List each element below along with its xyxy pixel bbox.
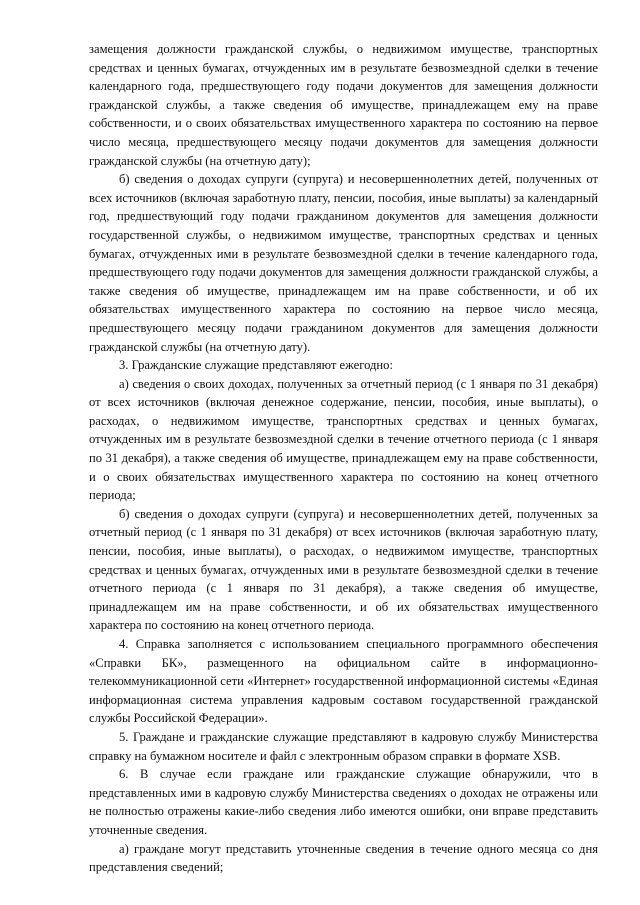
paragraph-3b-spouse-income: б) сведения о доходах супруги (супруга) и несовершеннолетних детей, полученных за отчетный период (с 1 января по 31 декабря) от всех источников (включая заработную плату, пенсии, пособия, иные выплаты), о расходах, о недвижимом имуществе, транспортных средствах и ценных бумагах, отчужденных ими в результате безвозмездной сделки в течение отчетного периода (с 1 января по 31 декабря), а также сведения об имуществе, принадлежащем им на праве собственности, и об их обязательствах имущественного характера по состоянию на конец отчетного периода. — [89, 506, 598, 633]
paragraph-6-corrections: 6. В случае если граждане или гражданские служащие обнаружили, что в представленных ими в кадровую службу Министерства сведениях о доходах не отражены или не полностью отражены какие-либо сведения либо имеются ошибки, они вправе представить уточненные сведения. — [89, 767, 598, 837]
paragraph-2b-spouse-income-candidate: б) сведения о доходах супруги (супруга) и несовершеннолетних детей, полученных от всех источников (включая заработную плату, пенсии, пособия, иные выплаты) за календарный год, предшествующий году подачи гражданином документов для замещения должности государственной службы, о недвижимом имуществе, транспортных средствах и ценных бумагах, отчужденных ими в результате безвозмездной сделки в течение календарного года, предшествующего году подачи документов для замещения должности гражданской службы, а также сведения об имуществе, принадлежащем им на праве собственности, и об их обязательствах имущественного характера по состоянию на первое число месяца, предшествующего месяцу подачи гражданином документов для замещения должности гражданской службы (на отчетную дату). — [89, 172, 598, 354]
document-text — [89, 40, 598, 877]
paragraph-4-software: 4. Справка заполняется с использованием специального программного обеспечения «Справки БК», размещенного на официальном сайте в информационно-телекоммуникационной сети «Интернет» государственной информационной системы «Единая информационная система управления кадровым составом государственной гражданской службы Российской Федерации». — [89, 637, 598, 726]
paragraph-continuation: замещения должности гражданской службы, о недвижимом имуществе, транспортных средствах и ценных бумагах, отчужденных им в результате безвозмездной сделки в течение календарного года, предшествующего году подачи документов для замещения должности гражданской службы, а также сведения об имуществе, принадлежащем ему на праве собственности, и о своих обязательствах имущественного характера по состоянию на первое число месяца, предшествующего месяцу подачи документов для замещения должности гражданской службы (на отчетную дату); — [89, 42, 598, 168]
paragraph-3a-own-income: а) сведения о своих доходах, полученных за отчетный период (с 1 января по 31 декабря) от всех источников (включая денежное содержание, пенсии, пособия, иные выплаты), о расходах, о недвижимом имуществе, транспортных средствах и ценных бумагах, отчужденных им в результате безвозмездной сделки в течение отчетного периода (с 1 января по 31 декабря), а также сведения об имуществе, принадлежащем ему на праве собственности, и о своих обязательствах имущественного характера по состоянию на конец отчетного периода; — [89, 376, 598, 503]
paragraph-6a-corrections-deadline: а) граждане могут представить уточненные сведения в течение одного месяца со дня представления сведений; — [89, 841, 598, 875]
paragraph-3-annual-submission: 3. Гражданские служащие представляют ежегодно: — [119, 358, 393, 373]
paragraph-5-submission-format: 5. Граждане и гражданские служащие представляют в кадровую службу Министерства справку на бумажном носителе и файл с электронным образом справки в формате XSB. — [89, 729, 598, 763]
